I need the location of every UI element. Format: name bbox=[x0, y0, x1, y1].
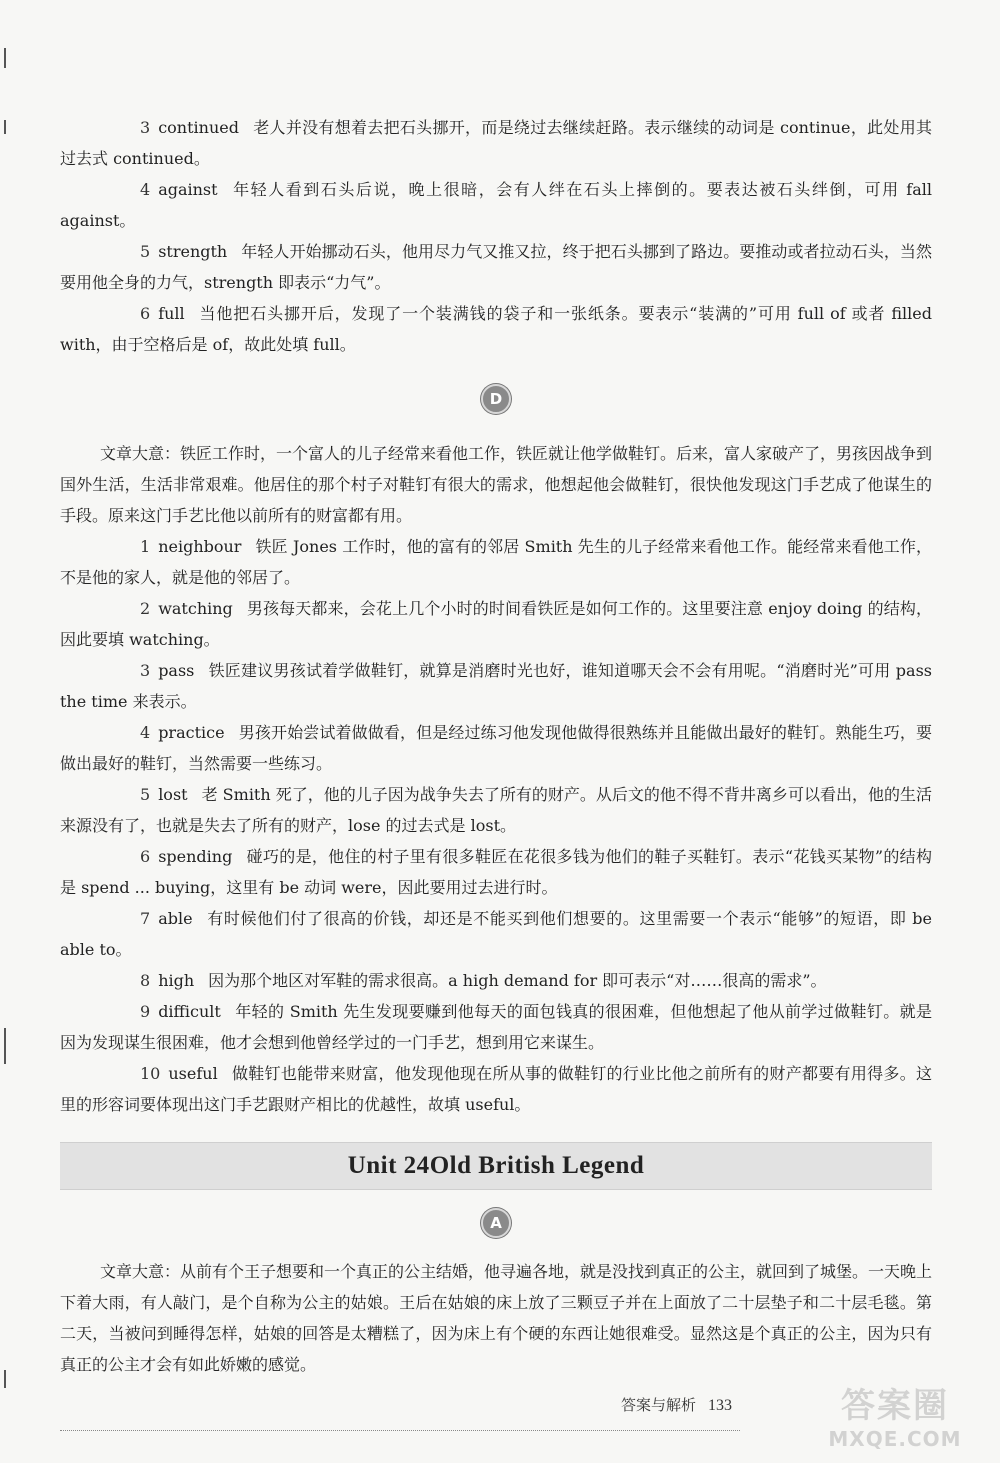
answer-item bbox=[60, 174, 932, 236]
answer-item bbox=[60, 717, 932, 779]
item-number: 7 bbox=[140, 909, 151, 928]
answer-word: lost bbox=[158, 785, 188, 804]
unit-title: Old British Legend bbox=[429, 1152, 645, 1179]
explanation: 因为那个地区对军鞋的需求很高。a high demand for 即可表示“对……很高的需求”。 bbox=[208, 971, 827, 990]
answer-word: useful bbox=[168, 1064, 218, 1083]
answer-item bbox=[60, 236, 932, 298]
explanation: 老人并没有想着去把石头挪开，而是绕过去继续赶路。表示继续的动词是 continue，此处用其过去式 continued。 bbox=[60, 118, 932, 168]
item-number: 5 bbox=[140, 242, 151, 261]
explanation: 做鞋钉也能带来财富，他发现他现在所从事的做鞋钉的行业比他之前所有的财产都要有用得多。这里的形容词要体现出这门手艺跟财产相比的优越性，故填 useful。 bbox=[60, 1064, 932, 1114]
binding-mark bbox=[4, 1370, 6, 1388]
answer-word: strength bbox=[158, 242, 228, 261]
explanation: 碰巧的是，他住的村子里有很多鞋匠在花很多钱为他们的鞋子买鞋钉。表示“花钱买某物”的结构是 spend ... buying，这里有 be 动词 were，因此要用过去进行时。 bbox=[60, 847, 932, 897]
explanation: 男孩每天都来，会花上几个小时的时间看铁匠是如何工作的。这里要注意 enjoy doing 的结构，因此要填 watching。 bbox=[60, 599, 932, 649]
explanation: 年轻人开始挪动石头，他用尽力气又推又拉，终于把石头挪到了路边。要推动或者拉动石头，当然要用他全身的力气，strength 即表示“力气”。 bbox=[60, 242, 932, 292]
answer-word: practice bbox=[158, 723, 225, 742]
answer-item bbox=[60, 779, 932, 841]
page-footer bbox=[60, 1390, 740, 1431]
binding-mark bbox=[4, 1028, 6, 1064]
item-number: 4 bbox=[140, 723, 151, 742]
section-marker-a bbox=[60, 1208, 932, 1246]
answer-word: pass bbox=[158, 661, 195, 680]
answer-word: spending bbox=[158, 847, 233, 866]
answer-word: high bbox=[158, 971, 195, 990]
explanation: 有时候他们付了很高的价钱，却还是不能买到他们想要的。这里需要一个表示“能够”的短语，即 be able to。 bbox=[60, 909, 932, 959]
section-marker-d bbox=[60, 384, 932, 422]
item-number: 10 bbox=[140, 1064, 161, 1083]
answer-word: neighbour bbox=[158, 537, 242, 556]
explanation: 年轻的 Smith 先生发现要赚到他每天的面包钱真的很困难，但他想起了他从前学过做鞋钉。就是因为发现谋生很困难，他才会想到他曾经学过的一门手艺，想到用它来谋生。 bbox=[60, 1002, 932, 1052]
answer-item bbox=[60, 965, 932, 996]
watermark-logo bbox=[800, 1378, 990, 1458]
answer-word: against bbox=[158, 180, 218, 199]
item-number: 8 bbox=[140, 971, 151, 990]
binding-mark bbox=[4, 120, 6, 134]
explanation: 年轻人看到石头后说，晚上很暗，会有人绊在石头上摔倒的。要表达被石头绊倒，可用 fall against。 bbox=[60, 180, 932, 230]
item-number: 3 bbox=[140, 118, 151, 137]
item-number: 9 bbox=[140, 1002, 151, 1021]
explanation: 当他把石头挪开后，发现了一个装满钱的袋子和一张纸条。要表示“装满的”可用 full of 或者 filled with，由于空格后是 of，故此处填 full。 bbox=[60, 304, 932, 354]
answer-word: watching bbox=[158, 599, 233, 618]
item-number: 6 bbox=[140, 304, 151, 323]
item-number: 6 bbox=[140, 847, 151, 866]
item-number: 4 bbox=[140, 180, 151, 199]
section-d-label: D bbox=[481, 384, 511, 414]
answer-item bbox=[60, 996, 932, 1058]
explanation: 铁匠建议男孩试着学做鞋钉，就算是消磨时光也好，谁知道哪天会不会有用呢。“消磨时光”可用 pass the time 来表示。 bbox=[60, 661, 932, 711]
item-number: 2 bbox=[140, 599, 151, 618]
answer-item bbox=[60, 903, 932, 965]
answer-word: able bbox=[158, 909, 193, 928]
explanation: 铁匠 Jones 工作时，他的富有的邻居 Smith 先生的儿子经常来看他工作。能经常来看他工作，不是他的家人，就是他的邻居了。 bbox=[60, 537, 932, 587]
item-number: 1 bbox=[140, 537, 151, 556]
summary-d: 文章大意：铁匠工作时，一个富人的儿子经常来看他工作，铁匠就让他学做鞋钉。后来，富人家破产了，男孩因战争到国外生活，生活非常艰难。他居住的那个村子对鞋钉有很大的需求，他想起他会做鞋钉，很快他发现这门手艺成了他谋生的手段。原来这门手艺比他以前所有的财富都有用。 bbox=[60, 444, 933, 525]
answer-word: difficult bbox=[158, 1002, 221, 1021]
explanation: 男孩开始尝试着做做看，但是经过练习他发现他做得很熟练并且能做出最好的鞋钉。熟能生巧，要做出最好的鞋钉，当然需要一些练习。 bbox=[60, 723, 932, 773]
page-content bbox=[60, 112, 932, 1380]
section-a-label: A bbox=[481, 1208, 511, 1238]
explanation: 老 Smith 死了，他的儿子因为战争失去了所有的财产。从后文的他不得不背井离乡可以看出，他的生活来源没有了，也就是失去了所有的财产，lose 的过去式是 lost。 bbox=[60, 785, 932, 835]
page-number: 133 bbox=[708, 1397, 732, 1414]
answer-item bbox=[60, 655, 932, 717]
section-c-items bbox=[60, 112, 932, 360]
unit-number: Unit 24 bbox=[347, 1152, 430, 1179]
binding-mark bbox=[4, 48, 6, 68]
answer-item bbox=[60, 298, 932, 360]
watermark-en: MXQE.COM bbox=[828, 1427, 962, 1451]
answer-item bbox=[60, 531, 932, 593]
answer-item bbox=[60, 112, 932, 174]
unit-heading bbox=[60, 1142, 932, 1190]
item-number: 3 bbox=[140, 661, 151, 680]
item-number: 5 bbox=[140, 785, 151, 804]
answer-item bbox=[60, 841, 932, 903]
footer-label: 答案与解析 bbox=[620, 1396, 696, 1414]
answer-word: full bbox=[158, 304, 185, 323]
section-d-items bbox=[60, 531, 932, 1120]
answer-item bbox=[60, 593, 932, 655]
watermark-cn: 答案圈 bbox=[841, 1386, 949, 1426]
answer-item bbox=[60, 1058, 932, 1120]
summary-a: 文章大意：从前有个王子想要和一个真正的公主结婚，他寻遍各地，就是没找到真正的公主，就回到了城堡。一天晚上下着大雨，有人敲门，是个自称为公主的姑娘。王后在姑娘的床上放了三颗豆子并在上面放了二十层垫子和二十层毛毯。第二天，当被问到睡得怎样，姑娘的回答是太糟糕了，因为床上有个硬的东西让她很难受。显然这是个真正的公主，因为只有真正的公主才会有如此娇嫩的感觉。 bbox=[60, 1262, 933, 1374]
answer-word: continued bbox=[158, 118, 239, 137]
